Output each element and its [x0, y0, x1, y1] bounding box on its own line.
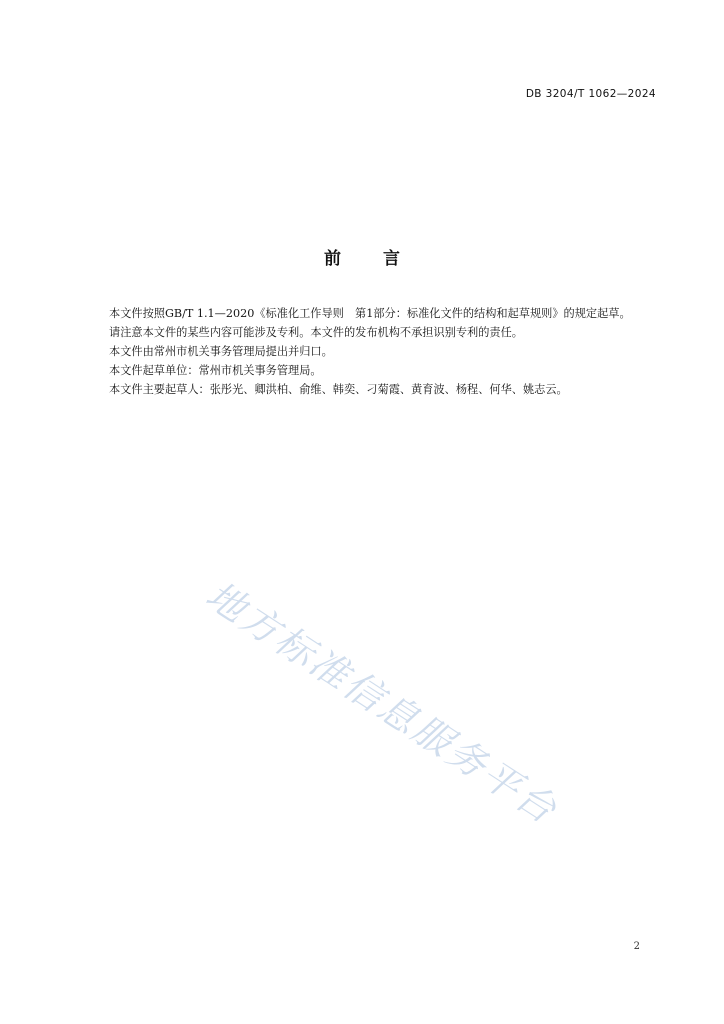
standard-code: DB 3204/T 1062—2024: [525, 88, 656, 100]
paragraph-drafters: 本文件主要起草人：张彤光、卿洪柏、俞维、韩奕、刁菊霞、黄育波、杨程、何华、姚志云。: [109, 383, 568, 396]
title-char-2: 言: [383, 249, 400, 269]
paragraph-patent-notice: 请注意本文件的某些内容可能涉及专利。本文件的发布机构不承担识别专利的责任。: [109, 326, 523, 339]
watermark: 地方标准信息服务平台: [198, 572, 567, 834]
page-title: [0, 244, 724, 269]
paragraph-drafting-unit: 本文件起草单位：常州市机关事务管理局。: [109, 364, 322, 377]
paragraph-drafting-basis: 本文件按照GB/T 1.1—2020《标准化工作导则 第1部分：标准化文件的结构和起草规则》的规定起草。: [109, 307, 631, 320]
foreword-body: [87, 304, 657, 399]
page-number: 2: [633, 941, 640, 952]
title-char-1: 前: [324, 249, 341, 269]
paragraph-proposer: 本文件由常州市机关事务管理局提出并归口。: [109, 345, 333, 358]
